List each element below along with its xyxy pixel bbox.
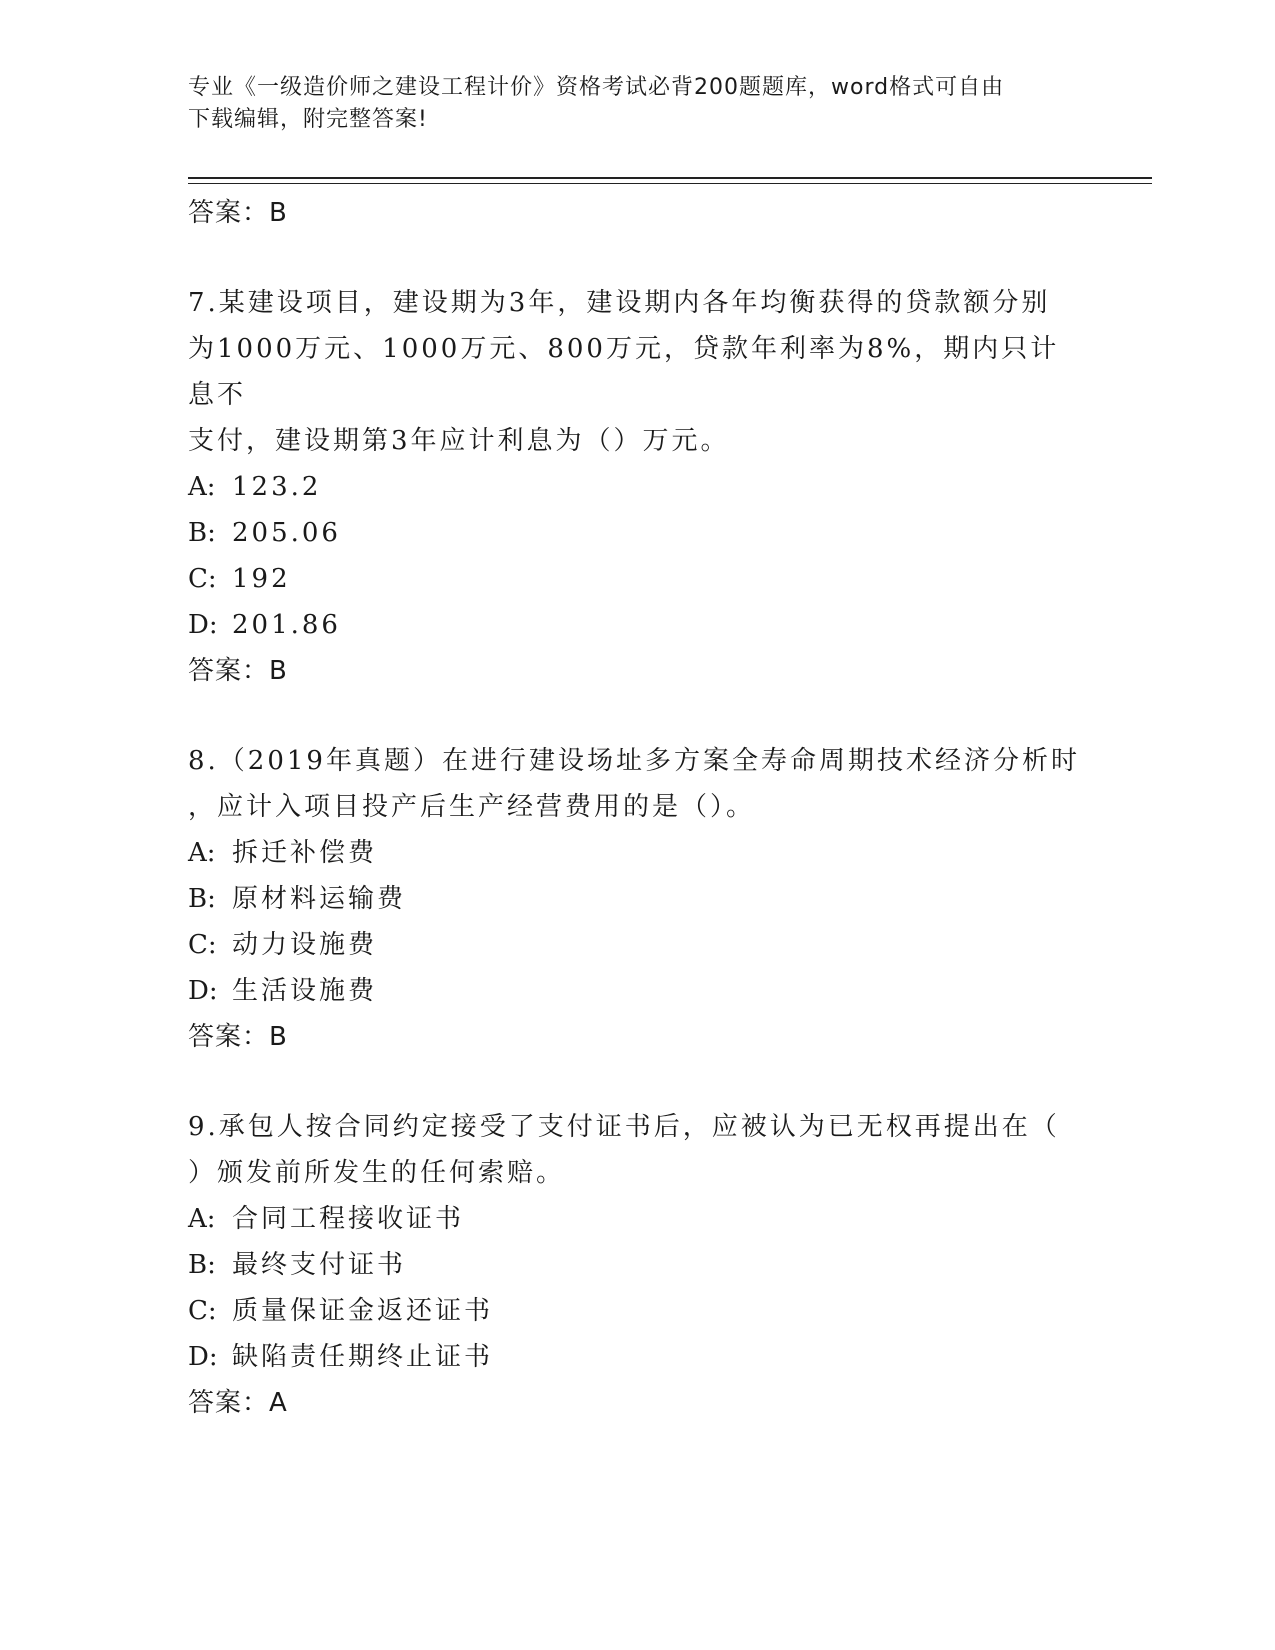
answer-line — [188, 1380, 1088, 1426]
option-d — [188, 968, 1088, 1014]
option-c — [188, 1288, 1088, 1334]
answer-line — [188, 648, 1088, 694]
answer-value: A — [269, 1388, 288, 1418]
option-text: 205.06 — [232, 518, 341, 548]
answer-label: 答案： — [188, 1022, 270, 1052]
option-d — [188, 602, 1088, 648]
answer-label: 答案： — [188, 656, 270, 686]
option-text: 质量保证金返还证书 — [232, 1296, 494, 1326]
question-line: 9.承包人按合同约定接受了支付证书后，应被认为已无权再提出在（ — [188, 1112, 1060, 1142]
header-divider-thin — [188, 183, 1152, 184]
option-text: 缺陷责任期终止证书 — [232, 1342, 494, 1372]
option-b — [188, 510, 1088, 556]
option-key: D: — [188, 1342, 218, 1372]
option-key: D: — [188, 610, 218, 640]
option-key: C: — [188, 564, 217, 594]
question-9 — [188, 1104, 1088, 1426]
question-line: 为1000万元、1000万元、800万元，贷款年利率为8%，期内只计息不 — [188, 334, 1060, 410]
answer-label: 答案： — [188, 198, 270, 228]
question-stem — [188, 738, 1088, 830]
option-key: A: — [188, 838, 216, 868]
option-text: 动力设施费 — [232, 930, 378, 960]
option-key: B: — [188, 884, 216, 914]
question-stem — [188, 280, 1088, 464]
option-text: 拆迁补偿费 — [232, 838, 378, 868]
answer-value: B — [269, 1022, 288, 1052]
option-key: D: — [188, 976, 218, 1006]
option-text: 最终支付证书 — [232, 1250, 407, 1280]
option-text: 原材料运输费 — [232, 884, 407, 914]
option-b — [188, 876, 1088, 922]
option-text: 192 — [232, 564, 291, 594]
question-line: ）颁发前所发生的任何索赔。 — [188, 1158, 566, 1188]
question-stem — [188, 1104, 1088, 1196]
answer-label: 答案： — [188, 1388, 270, 1418]
answer-value: B — [269, 656, 288, 686]
question-8 — [188, 738, 1088, 1060]
option-key: C: — [188, 1296, 217, 1326]
header-divider-thick — [188, 177, 1152, 179]
question-line: ，应计入项目投产后生产经营费用的是（）。 — [188, 792, 756, 822]
option-text: 201.86 — [232, 610, 341, 640]
option-text: 生活设施费 — [232, 976, 378, 1006]
header-line-2: 下载编辑，附完整答案! — [188, 107, 428, 132]
option-a — [188, 830, 1088, 876]
option-key: B: — [188, 1250, 216, 1280]
option-text: 123.2 — [232, 472, 322, 502]
document-body — [188, 190, 1088, 1426]
previous-answer — [188, 190, 1088, 236]
option-text: 合同工程接收证书 — [232, 1204, 465, 1234]
option-key: A: — [188, 1204, 216, 1234]
option-d — [188, 1334, 1088, 1380]
answer-line — [188, 1014, 1088, 1060]
option-b — [188, 1242, 1088, 1288]
option-a — [188, 464, 1088, 510]
question-line: 8.（2019年真题）在进行建设场址多方案全寿命周期技术经济分析时 — [188, 746, 1080, 776]
question-line: 7.某建设项目，建设期为3年，建设期内各年均衡获得的贷款额分别 — [188, 288, 1051, 318]
option-key: B: — [188, 518, 216, 548]
option-c — [188, 922, 1088, 968]
question-7 — [188, 280, 1088, 694]
document-header — [188, 72, 1088, 136]
option-key: C: — [188, 930, 217, 960]
question-line: 支付，建设期第3年应计利息为（）万元。 — [188, 426, 730, 456]
option-c — [188, 556, 1088, 602]
header-line-1: 专业《一级造价师之建设工程计价》资格考试必背200题题库，word格式可自由 — [188, 75, 1005, 100]
answer-value: B — [269, 198, 288, 228]
option-key: A: — [188, 472, 216, 502]
option-a — [188, 1196, 1088, 1242]
